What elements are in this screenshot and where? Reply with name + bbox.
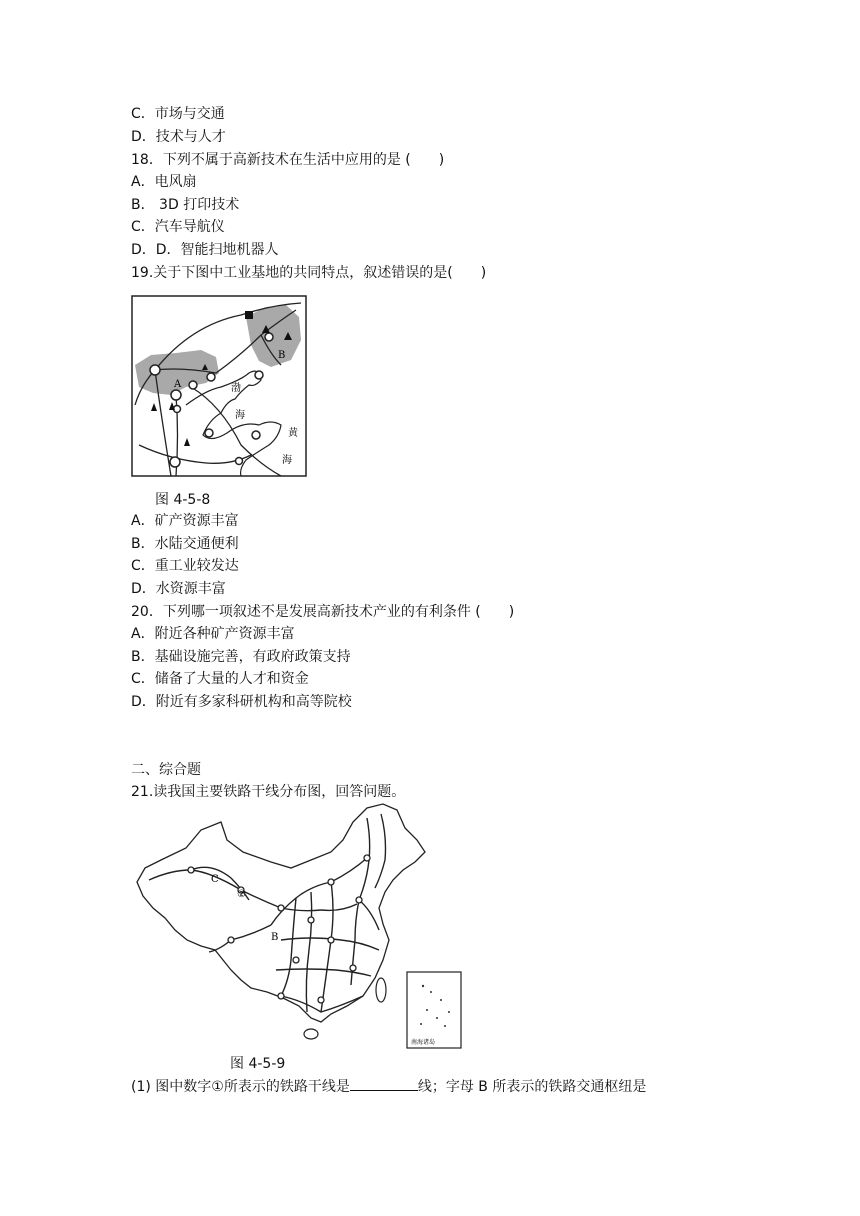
q19-option-a: A．矿产资源丰富	[131, 513, 239, 529]
q19-option-b: B．水陆交通便利	[131, 536, 239, 552]
map-label-b: B	[271, 932, 279, 943]
section-title: 二、综合题	[131, 762, 201, 778]
q18-option-b: B． 3D 打印技术	[131, 197, 240, 213]
q19-option-c: C．重工业较发达	[131, 558, 239, 574]
map-label-bohai-1: 渤	[231, 383, 241, 394]
q21-sub1	[131, 1076, 646, 1096]
q21-figure-caption: 图 4-5-9	[230, 1056, 286, 1072]
q18-option-d: D．D．智能扫地机器人	[131, 242, 279, 258]
q19-option-d: D．水资源丰富	[131, 581, 226, 597]
inset-label: 南海诸岛	[411, 1039, 436, 1046]
map-label-huang-1: 黄	[288, 428, 298, 439]
china-railway-map	[131, 800, 463, 1052]
q20-stem: 20．下列哪一项叙述不是发展高新技术产业的有利条件 ( )	[131, 604, 515, 620]
map-label-c: C	[211, 874, 219, 885]
q21-sub1-before: (1) 图中数字①所表示的铁路干线是	[131, 1079, 350, 1095]
q21-stem: 21.读我国主要铁路干线分布图，回答问题。	[131, 784, 406, 800]
q17-option-d: D．技术与人才	[131, 129, 226, 145]
q17-option-c: C．市场与交通	[131, 106, 225, 122]
q21-sub1-after: 线；字母 B 所表示的铁路交通枢纽是	[417, 1079, 647, 1095]
answer-blank[interactable]	[350, 1076, 418, 1091]
q18-stem: 18．下列不属于高新技术在生活中应用的是 ( )	[131, 152, 445, 168]
map-label-bohai-2: 海	[235, 410, 245, 421]
map-label-huang-2: 海	[282, 455, 292, 466]
q20-option-c: C．储备了大量的人才和资金	[131, 671, 309, 687]
q19-figure-caption: 图 4-5-8	[155, 492, 211, 508]
map-label-a: A	[174, 379, 182, 390]
q20-option-d: D．附近有多家科研机构和高等院校	[131, 694, 352, 710]
q18-option-a: A．电风扇	[131, 174, 197, 190]
q19-stem: 19.关于下图中工业基地的共同特点，叙述错误的是( )	[131, 265, 487, 281]
map-label-b: B	[278, 350, 286, 361]
map-label-num2: ②	[237, 889, 246, 900]
q18-option-c: C．汽车导航仪	[131, 219, 225, 235]
q20-option-a: A．附近各种矿产资源丰富	[131, 626, 295, 642]
q20-option-b: B．基础设施完善，有政府政策支持	[131, 649, 351, 665]
industrial-base-map	[131, 295, 307, 477]
